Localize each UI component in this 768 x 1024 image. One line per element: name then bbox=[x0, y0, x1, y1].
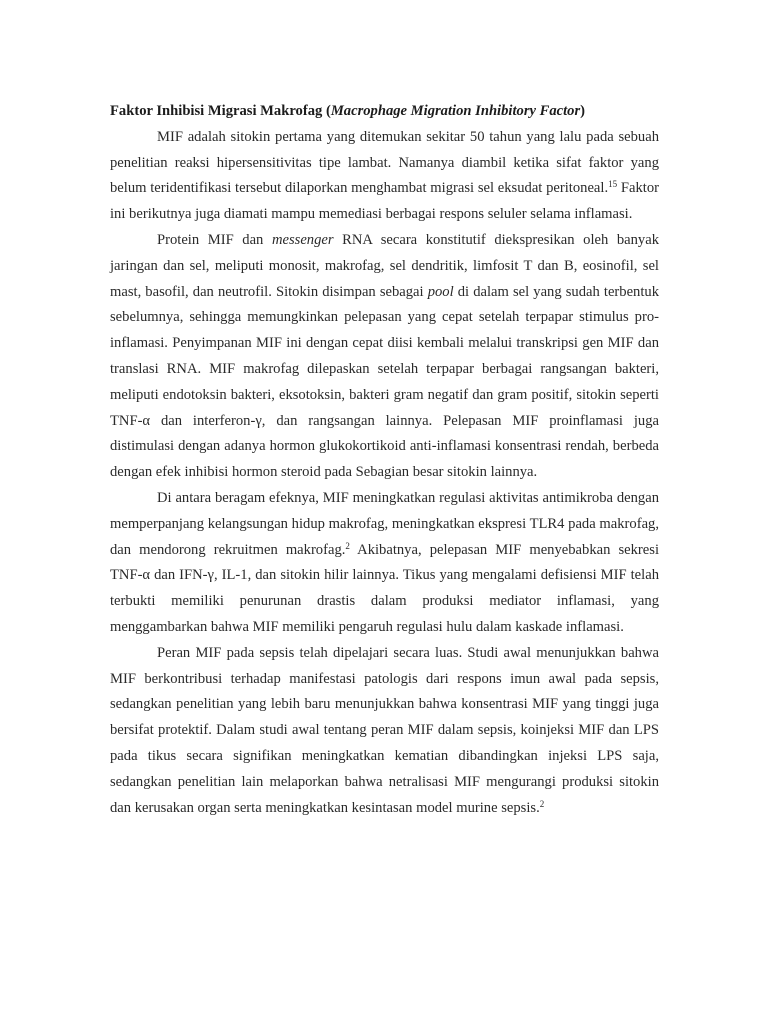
paragraph-text: RNA secara konstitutif diekspresikan oleh banyak jaringan dan sel, meliputi monosit, makrofag, sel dendritik, limfosit T dan B, eosinofil, sel mast, basofil, dan neutrofil. Sitokin disimpan sebagai bbox=[110, 231, 659, 300]
citation-superscript: 2 bbox=[539, 798, 545, 809]
paragraph-text: Faktor ini berikutnya juga diamati mampu memediasi berbagai respons seluler selama inflamasi. bbox=[110, 180, 659, 223]
paragraph-text: Peran MIF pada sepsis telah dipelajari secara luas. Studi awal menunjukkan bahwa MIF berkontribusi terhadap manifestasi patologis dari respons imun awal pada sepsis, sedangkan penelitian yang lebih baru menunjukkan bahwa konsentrasi MIF yang tinggi juga bersifat protektif. Dalam studi awal tentang peran MIF dalam sepsis, koinjeksi MIF dan LPS pada tikus secara signifikan meningkatkan kematian dibandingkan injeksi LPS saja, sedangkan penelitian lain melaporkan bahwa netralisasi MIF mengurangi produksi sitokin dan kerusakan organ serta meningkatkan kesintasan model murine sepsis. bbox=[110, 644, 659, 816]
citation-superscript: 15 bbox=[608, 179, 618, 190]
paragraph-text: di dalam sel yang sudah terbentuk sebelumnya, sehingga memungkinkan pelepasan yang cepat setelah terpapar stimulus pro-inflamasi. Penyimpanan MIF ini dengan cepat diisi kembali melalui transkripsi gen MIF dan translasi RNA. MIF makrofag dilepaskan setelah terpapar berbagai rangsangan bakteri, meliputi endotoksin bakteri, eksotoksin, bakteri gram negatif dan gram positif, sitokin seperti TNF-α dan interferon-γ, dan rangsangan lainnya. Pelepasan MIF proinflamasi juga distimulasi dengan adanya hormon glukokortikoid anti-inflamasi konsentrasi rendah, berbeda dengan efek inhibisi hormon steroid pada Sebagian besar sitokin lainnya. bbox=[110, 283, 660, 481]
heading-close-paren: ) bbox=[580, 103, 586, 119]
italic-term: messenger bbox=[271, 231, 334, 248]
paragraph-text: MIF adalah sitokin pertama yang ditemukan sekitar 50 tahun yang lalu pada sebuah penelitian reaksi hipersensitivitas tipe lambat. Namanya diambil ketika sifat faktor yang belum teridentifikasi tersebut dilaporkan menghambat migrasi sel eksudat peritoneal. bbox=[110, 128, 659, 197]
italic-term: pool bbox=[427, 283, 454, 300]
citation-superscript: 2 bbox=[345, 540, 350, 551]
paragraph-text: Akibatnya, pelepasan MIF menyebabkan sekresi TNF-α dan IFN-γ, IL-1, dan sitokin hilir lainnya. Tikus yang mengalami defisiensi MIF telah terbukti memiliki penurunan drastis dalam produksi mediator inflamasi, yang menggambarkan bahwa MIF memiliki pengaruh regulasi hulu dalam kaskade inflamasi. bbox=[110, 541, 659, 635]
paragraph-list bbox=[110, 125, 659, 822]
heading-italic-text: Macrophage Migration Inhibitory Factor bbox=[330, 103, 581, 119]
section-heading bbox=[110, 99, 659, 125]
paragraph-text: Di antara beragam efeknya, MIF meningkatkan regulasi aktivitas antimikroba dengan memperpanjang kelangsungan hidup makrofag, meningkatkan ekspresi TLR4 pada makrofag, dan mendorong rekruitmen makrofag. bbox=[110, 489, 659, 558]
heading-text: Faktor Inhibisi Migrasi Makrofag ( bbox=[110, 103, 331, 119]
paragraph bbox=[110, 641, 659, 822]
paragraph bbox=[110, 228, 659, 486]
paragraph bbox=[110, 125, 659, 228]
paragraph-text: Protein MIF dan bbox=[157, 231, 272, 248]
document-body bbox=[110, 99, 659, 821]
paragraph bbox=[110, 486, 659, 641]
